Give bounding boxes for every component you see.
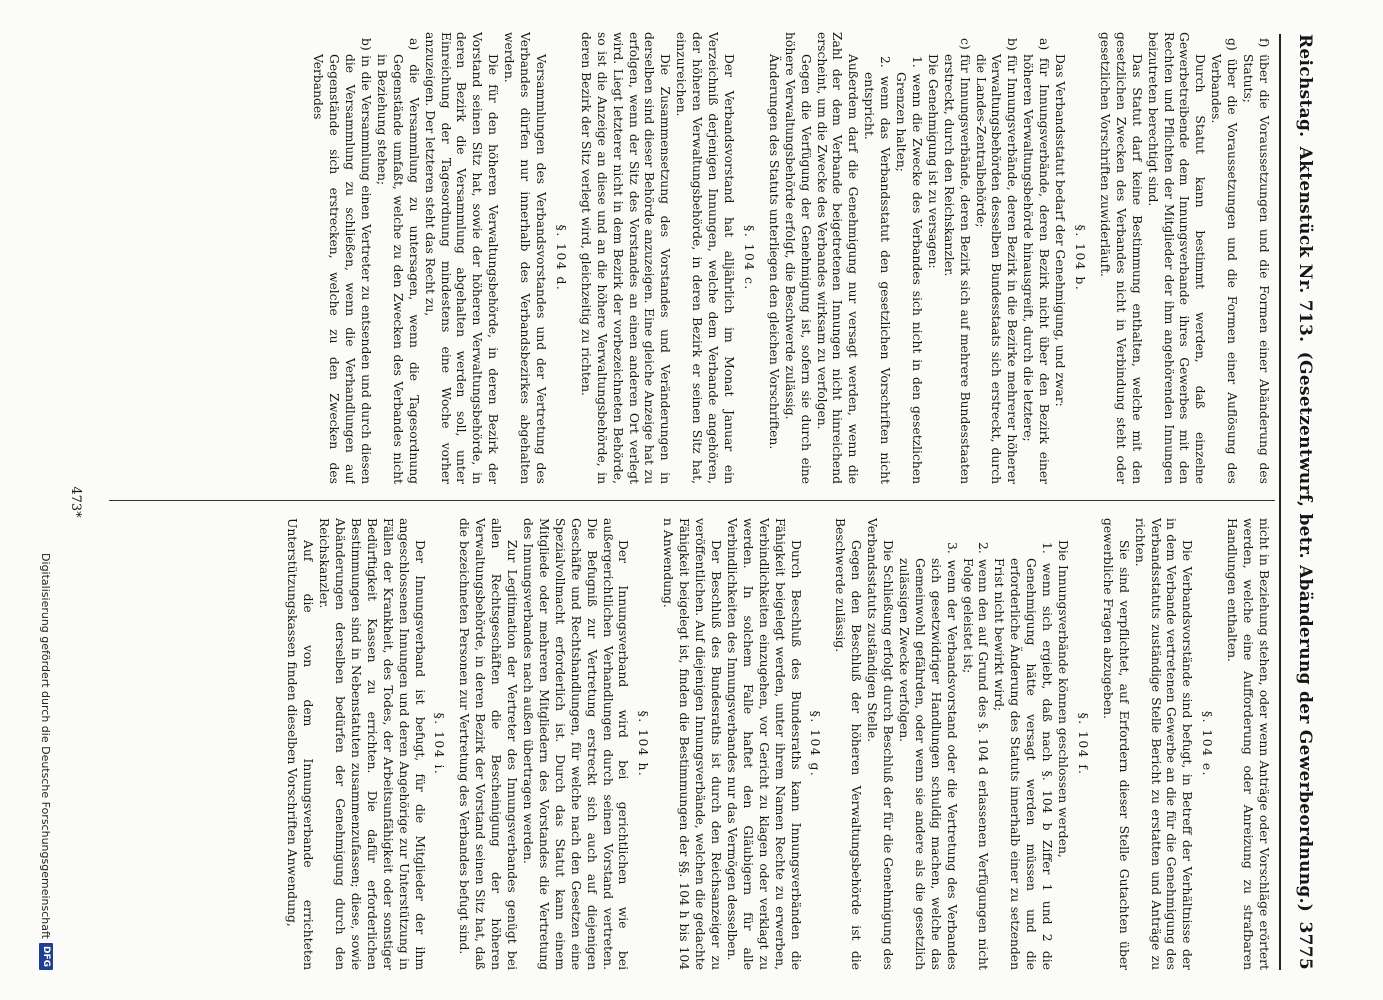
header-right: (Gesetzentwurf, betr. Abänderung der Gewerbeordnung.) [1295, 351, 1315, 913]
paragraph: f) über die Voraussetzungen und die Formen einer Abänderung des Statuts; [1241, 38, 1271, 484]
paragraph: Versammlungen des Verbandsvorstandes und der Vertretung des Verbandes dürfen nur innerhalb des Verbandsbezirkes abgehalten werden. [502, 32, 549, 484]
paragraph: Der Innungsverband ist befugt, für die Mitglieder der ihm angeschlossenen Innungen und deren Angehörige zur Unterstützung in Fällen der Krankheit, des Todes, der Arbeitsunfähigkeit oder sonstiger Bedürftigkeit Kassen zu errichten. Die dafür erforderlichen Bestimmungen sind in Nebenstatuten zusammenzufassen; diese, sowie Abänderungen derselben bedürfen der Genehmigung durch den Reichskanzler. [317, 518, 427, 970]
dfg-logo-icon: DFG [39, 943, 53, 970]
section-heading: §. 104 e. [1200, 710, 1215, 778]
text-column-right [111, 518, 1271, 970]
paragraph: a) für Innungsverbände, deren Bezirk nicht über den Bezirk einer höheren Verwaltungsbehörde hinausgreift, durch die letztere; [1021, 38, 1052, 484]
paragraph: 2. wenn den auf Grund des §. 104 d erlassenen Verfügungen nicht Folge geleistet ist; [960, 542, 991, 970]
paragraph: Die Schließung erfolgt durch Beschluß der für die Genehmigung des Verbandsstatuts zuständigen Stelle. [865, 518, 896, 970]
paragraph: c) für Innungsverbände, deren Bezirk sich auf mehrere Bundesstaaten erstreckt, durch den Reichskanzler. [941, 38, 972, 484]
paragraph: Die für den höheren Verwaltungsbehörde, in deren Bezirk der Vorstand seinen Sitz hat, sowie der höheren Verwaltungsbehörde, in deren Bezirk die Versammlung abgehalten werden soll, unter Einreichung der Tagesordnung mindestens eine Woche vorher anzuzeigen. Der letzteren steht das Recht zu, [422, 32, 501, 484]
paragraph: a) die Versammlung zu untersagen, wenn die Tagesordnung Gegenstände umfaßt, welche zu den Zwecken des Verbandes nicht in Beziehung stehen; [374, 38, 421, 484]
paragraph: 3. wenn der Verbandsvorstand oder die Vertretung des Verbandes sich gesetzwidriger Handlungen schuldig machen, welche das Gemeinwohl gefährden, oder wenn sie andere als die gesetzlich zulässigen Zwecke verfolgen. [896, 542, 959, 970]
header-left: Reichstag. [1295, 34, 1315, 138]
text-column-left [111, 32, 1271, 484]
footer-number: 473* [68, 486, 83, 518]
paragraph: g) über die Voraussetzungen und die Formen einer Auflösung des Verbandes. [1209, 38, 1240, 484]
paragraph: Die Zusammensetzung des Vorstandes und Veränderungen in derselben sind dieser Behörde anzuzeigen. Eine gleiche Anzeige hat zu erfolgen, wenn der Sitz des Vorstandes an einen anderen Ort verlegt wird. Liegt letzterer nicht in dem Bezirk der vorbezeichneten Behörde, so ist die Anzeige an diese und an die höhere Verwaltungsbehörde, in deren Bezirk der Sitz verlegt wird, gleichzeitig zu richten. [578, 32, 673, 484]
paragraph: b) für Innungsverbände, deren Bezirk in die Bezirke mehrerer höherer Verwaltungsbehörden desselben Bundesstaats sich erstreckt, durch die Landes-Zentralbehörde; [973, 38, 1020, 484]
section-heading: §. 104 b. [1073, 224, 1088, 292]
paragraph: 1. wenn sich ergiebt, daß nach §. 104 b Ziffer 1 und 2 die Genehmigung hätte versagt werden müssen und die erforderliche Änderung des Statuts innerhalb einer zu setzenden Frist nicht bewirkt wird; [992, 542, 1055, 970]
page-number: 3775 [1295, 921, 1315, 970]
paragraph: Der Beschluß des Bundesraths ist durch den Reichsanzeiger zu veröffentlichen. Auf diejenigen Innungsverbände, welchen die gedachte Fähigkeit beigelegt ist, finden die Bestimmungen der §§. 104 h bis 104 n Anwendung. [661, 518, 723, 970]
section-heading: §. 104 i. [432, 712, 447, 776]
paragraph: Außerdem darf die Genehmigung nur versagt werden, wenn die Zahl der dem Verbande beigetretenen Innungen nicht hinreichend erscheint, um die Zwecke des Verbandes wirksam zu verfolgen. [814, 32, 861, 484]
paragraph: Die Verbandsvorstände sind befugt, in Betreff der Verhältnisse der in dem Verbande vertretenen Gewerbe an die für die Genehmigung des Verbandsstatuts zuständige Stelle Bericht zu erstatten und Anträge zu richten. [1132, 518, 1195, 970]
paragraph: Die Innungsverbände können geschlossen werden, [1056, 540, 1071, 858]
page-header [1285, 34, 1325, 970]
paragraph: b) in die Versammlung einen Vertreter zu entsenden und durch diesen die Versammlung zu schließen, wenn die Verhandlungen auf Gegenstände sich erstrecken, welche zu den Zwecken des Verbandes [311, 38, 374, 484]
paragraph: Sie sind verpflichtet, auf Erfordern dieser Stelle Gutachten über gewerbliche Fragen abzugeben. [1100, 518, 1131, 970]
paragraph: Der Verbandsvorstand hat alljährlich im Monat Januar ein Verzeichniß derjenigen Innungen, welche dem Verbande angehören, der höheren Verwaltungsbehörde, in deren Bezirk er seinen Sitz hat, einzureichen. [674, 32, 736, 484]
paragraph: Das Statut darf keine Bestimmung enthalten, welche mit den gesetzlichen Zwecken des Verbandes nicht in Verbindung steht oder gesetzlichen Vorschriften zuwiderläuft. [1097, 32, 1144, 484]
column-divider [109, 500, 1275, 501]
header-rule [1279, 34, 1281, 970]
section-heading: §. 104 c. [741, 225, 756, 291]
paragraph: 2. wenn das Verbandsstatut den gesetzlichen Vorschriften nicht entspricht. [862, 56, 893, 484]
paragraph: Durch Beschluß des Bundesraths kann Innungsverbänden die Fähigkeit beigelegt werden, unter ihrem Namen Rechte zu erwerben, Verbindlichkeiten einzugehen, vor Gericht zu klagen oder verklagt zu werden. In solchem Falle haftet den Gläubigern für alle Verbindlichkeiten des Innungsverbandes nur das Vermögen desselben. [724, 518, 803, 970]
paragraph: Gegen die Verfügung der Genehmigung ist, sofern sie durch eine höhere Verwaltungsbehörde erfolgt, die Beschwerde zulässig. [782, 32, 813, 484]
digitization-credit [35, 40, 57, 970]
section-heading: §. 104 h. [636, 710, 651, 778]
credit-text: Digitalisierung gefördert durch die Deutsche Forschungsgemeinschaft [39, 553, 53, 939]
section-heading: §. 104 d. [553, 224, 568, 292]
section-heading: §. 104 g. [808, 710, 823, 778]
header-middle: Aktenstück Nr. 713. [1295, 146, 1315, 343]
paragraph: nicht in Beziehung stehen, oder wenn Anträge oder Vorschläge erörtert werden, welche eine Aufforderung oder Anreizung zu strafbaren Handlungen enthalten. [1225, 518, 1271, 970]
paragraph: Durch Statut kann bestimmt werden, daß einzelne Gewerbetreibende dem Innungsverbande ihres Gewerbes mit den Rechten und Pflichten der Mitglieder der ihm angehörenden Innungen beizutreten berechtigt sind. [1145, 32, 1208, 484]
paragraph: Der Innungsverband wird bei gerichtlichen wie bei außergerichtlichen Verhandlungen durch seinen Vorstand vertreten. Die Befugniß zur Vertretung erstreckt sich auch auf diejenigen Geschäfte und Rechtshandlungen, für welche nach den Gesetzen eine Spezialvollmacht erforderlich ist. Durch das Statut kann einem Mitgliede oder mehreren Mitgliedern des Vorstandes die Vertretung des Innungsverbandes nach außen übertragen werden. [521, 518, 631, 970]
paragraph: Die Genehmigung ist zu versagen: [925, 54, 940, 269]
paragraph: Zur Legitimation der Vertreter des Innungsverbandes genügt bei allen Rechtsgeschäften die Bescheinigung der höheren Verwaltungsbehörde, in deren Bezirk der Vorstand seinen Sitz hat, daß die bezeichneten Personen zur Vertretung des Verbandes befugt sind. [457, 518, 520, 970]
paragraph: Gegen den Beschluß der höheren Verwaltungsbehörde ist die Beschwerde zulässig. [833, 518, 864, 970]
paragraph: Änderungen des Statuts unterliegen den gleichen Vorschriften. [766, 54, 781, 450]
paragraph: 1. wenn die Zwecke des Verbandes sich nicht in den gesetzlichen Grenzen halten; [894, 56, 924, 484]
paragraph: Auf die von dem Innungsverbande errichteten Unterstützungskassen finden dieselben Vorschriften Anwendung, [285, 518, 316, 970]
paragraph: Das Verbandsstatut bedarf der Genehmigung, und zwar: [1053, 54, 1068, 407]
section-heading: §. 104 f. [1075, 712, 1090, 776]
